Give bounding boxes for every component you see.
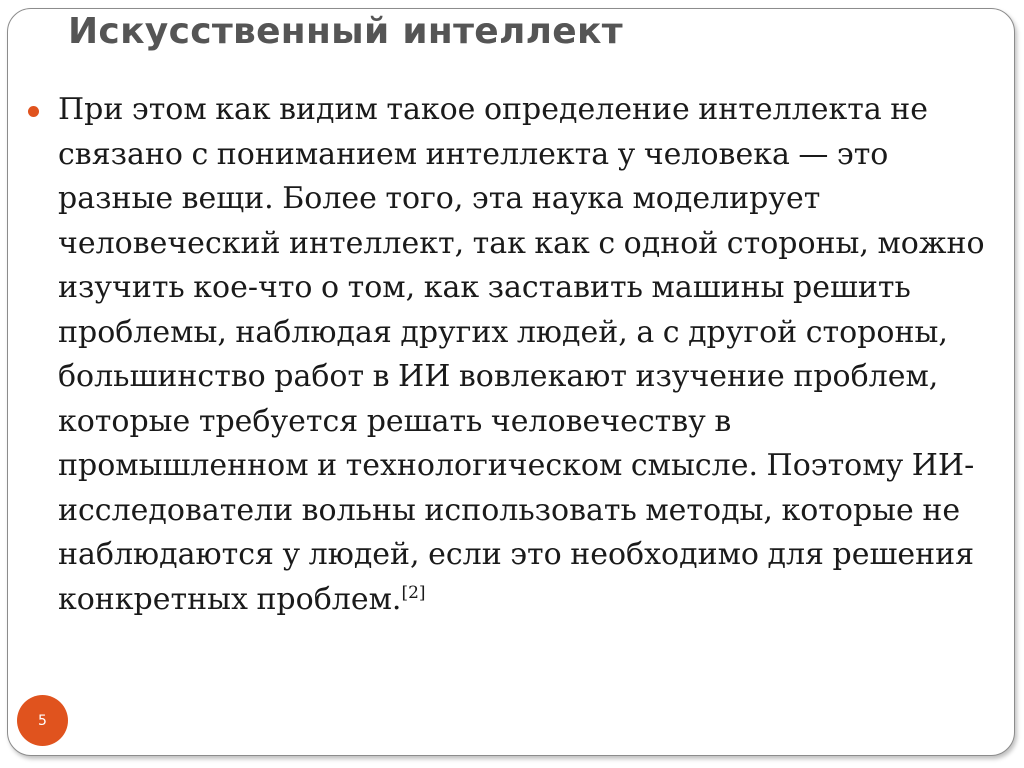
bullet-dot-icon <box>28 106 39 117</box>
page-number-badge <box>17 695 68 746</box>
bullet-item <box>28 88 988 622</box>
page-number: 5 <box>38 712 47 729</box>
bullet-paragraph <box>58 88 988 622</box>
slide-title: Искусственный интеллект <box>68 11 623 52</box>
reference-link[interactable]: [2] <box>401 582 426 603</box>
bullet-text: При этом как видим такое определение интеллекта не связано с пониманием интеллекта у человека — это разные вещи. Более того, эта наука моделирует человеческий интеллект, так как с одной стороны, можно изучить кое-что о том, как заставить машины решить проблемы, наблюдая других людей, а с другой стороны, большинство работ в ИИ вовлекают изучение проблем, которые требуется решать человечеству в промышленном и технологическом смысле. Поэтому ИИ-исследователи вольны использовать методы, которые не наблюдаются у людей, если это необходимо для решения конкретных проблем. <box>58 92 985 617</box>
slide-content <box>28 88 988 622</box>
